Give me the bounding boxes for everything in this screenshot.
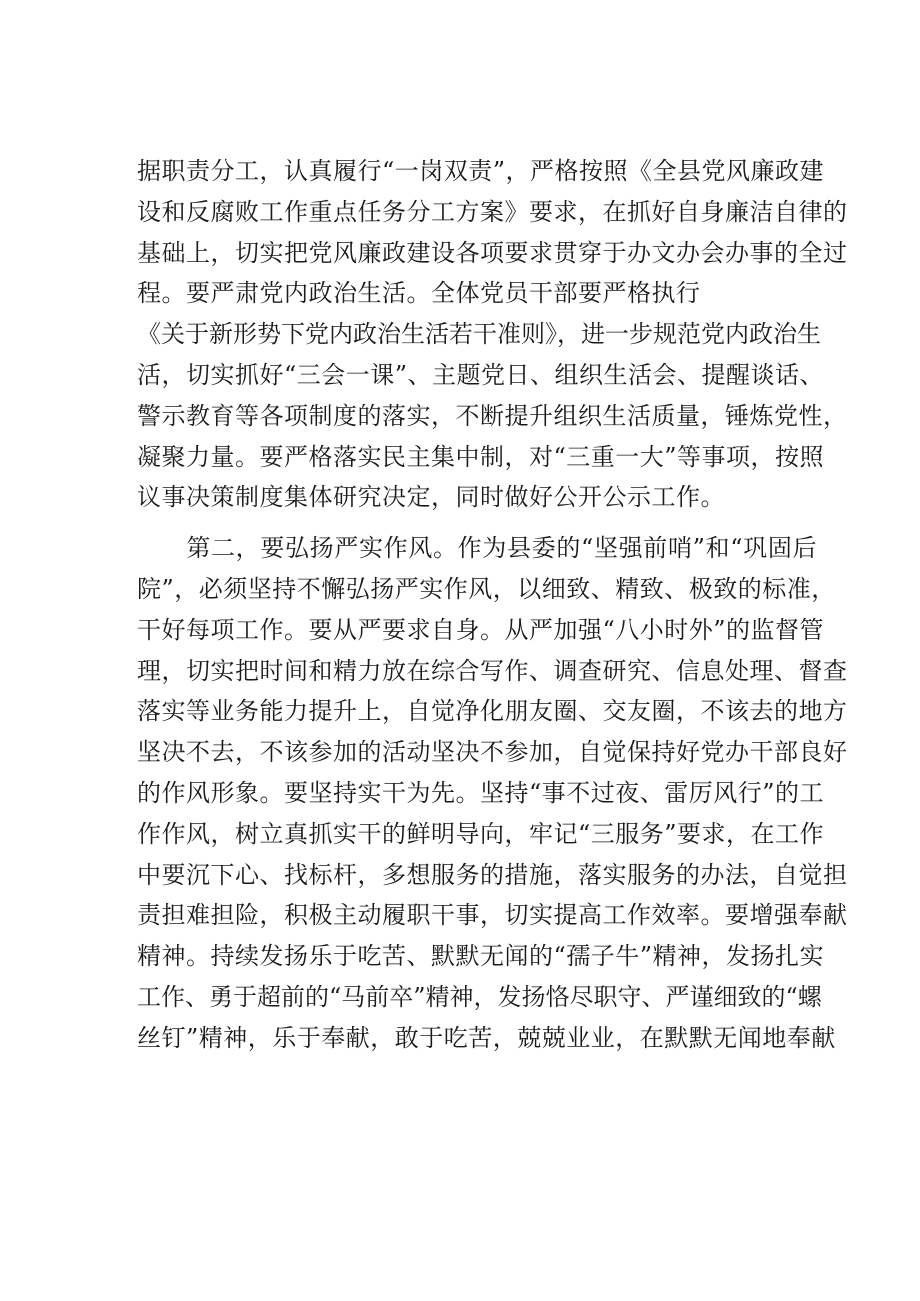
text-line: 基础上，切实把党风廉政建设各项要求贯穿于办文办会办事的全过 (137, 238, 848, 267)
text-line: 设和反腐败工作重点任务分工方案》要求，在抓好自身廉洁自律的 (137, 197, 848, 226)
text-line: 丝钉”精神，乐于奉献，敢于吃苦，兢兢业业，在默默无闻地奉献 (137, 1023, 836, 1052)
text-line: 院”，必须坚持不懈弘扬严实作风，以细致、精致、极致的标准， (137, 574, 836, 603)
text-line: 理，切实把时间和精力放在综合写作、调查研究、信息处理、督查 (137, 656, 848, 685)
text-line: 坚决不去，不该参加的活动坚决不参加，自觉保持好党办干部良好 (137, 738, 848, 767)
text-line: 作作风，树立真抓实干的鲜明导向，牢记“三服务”要求，在工作 (137, 819, 825, 848)
paragraph-spacer (137, 518, 817, 528)
text-line: 凝聚力量。要严格落实民主集中制，对“三重一大”等事项，按照 (137, 442, 825, 471)
document-body (137, 151, 848, 1059)
text-line: 落实等业务能力提升上，自觉净化朋友圈、交友圈，不该去的地方 (137, 697, 848, 726)
text-line: 第二，要弘扬严实作风。作为县委的“坚强前哨”和“巩固后 (137, 534, 817, 563)
paragraph-2 (137, 528, 848, 1058)
text-line: 议事决策制度集体研究决定，同时做好公开公示工作。 (137, 483, 725, 512)
text-line: 干好每项工作。要从严要求自身。从严加强“八小时外”的监督管 (137, 615, 825, 644)
text-line: 程。要严肃党内政治生活。全体党员干部要严格执行 (137, 279, 701, 308)
text-line: 活，切实抓好“三会一课”、主题党日、组织生活会、提醒谈话、 (137, 360, 825, 389)
text-line: 据职责分工，认真履行“一岗双责”，严格按照《全县党风廉政建 (137, 157, 825, 185)
text-line: 责担难担险，积极主动履职干事，切实提高工作效率。要增强奉献 (137, 901, 848, 930)
text-line: 《关于新形势下党内政治生活若干准则》，进一步规范党内政治生 (137, 320, 821, 349)
text-line: 工作、勇于超前的“马前卒”精神，发扬恪尽职守、严谨细致的“螺 (137, 982, 822, 1011)
text-line: 中要沉下心、找标杆，多想服务的措施，落实服务的办法，自觉担 (137, 860, 848, 889)
text-line: 精神。持续发扬乐于吃苦、默默无闻的“孺子牛”精神，发扬扎实 (137, 942, 825, 971)
text-line: 的作风形象。要坚持实干为先。坚持“事不过夜、雷厉风行”的工 (137, 778, 825, 807)
paragraph-1 (137, 151, 848, 518)
text-line: 警示教育等各项制度的落实，不断提升组织生活质量，锤炼党性， (137, 401, 848, 430)
